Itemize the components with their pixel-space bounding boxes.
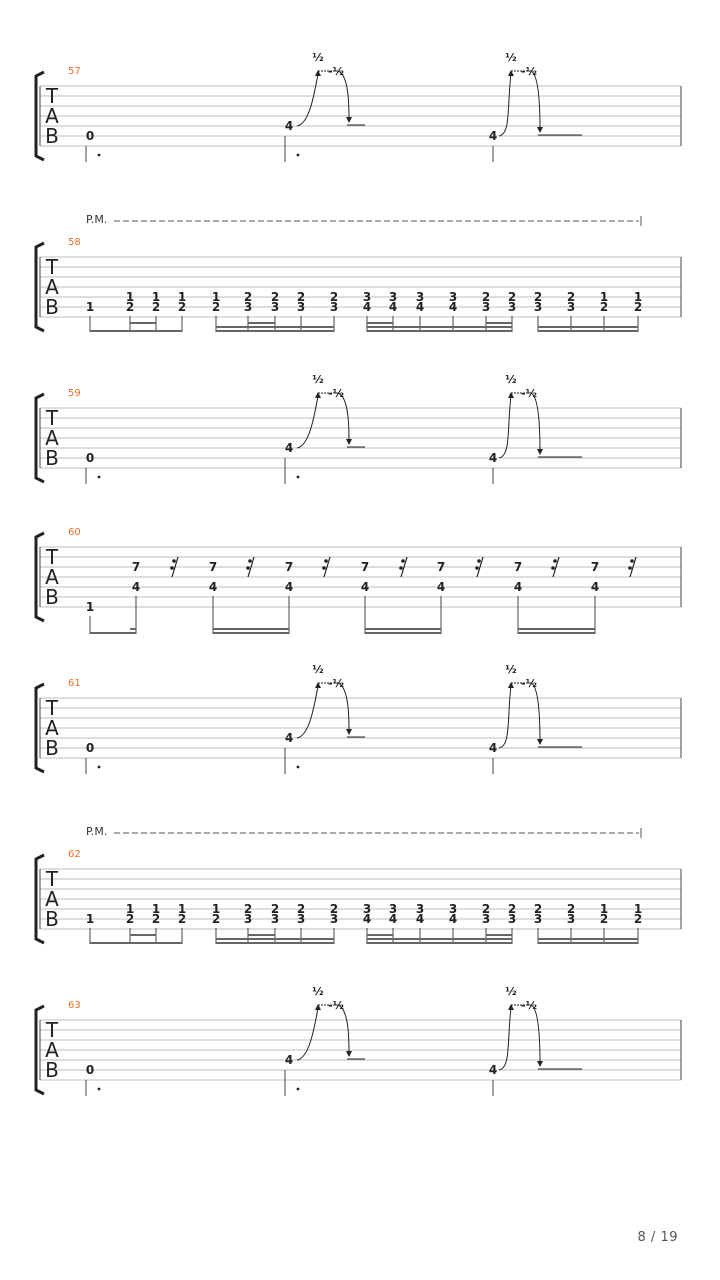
fret-number: 4 <box>590 580 600 594</box>
fret-number: 2 <box>177 300 187 314</box>
bend-curve <box>499 74 511 136</box>
rest-dot <box>475 566 479 570</box>
fret-number: 1 <box>151 902 161 916</box>
fret-number: 1 <box>85 300 95 314</box>
fret-number: 4 <box>284 119 294 133</box>
fret-number: 3 <box>448 290 458 304</box>
rest-dot <box>401 559 405 563</box>
fret-number: 0 <box>85 451 95 465</box>
tab-clef-t: T <box>45 406 59 430</box>
bend-amount-label: ½ <box>505 985 517 998</box>
fret-number: 4 <box>488 741 498 755</box>
fret-number: 4 <box>448 912 458 926</box>
beam <box>216 938 334 940</box>
page-number: 8 / 19 <box>637 1230 678 1245</box>
fret-number: 3 <box>388 902 398 916</box>
bend-curve <box>297 74 318 126</box>
beam <box>518 632 595 634</box>
beam <box>213 632 289 634</box>
fret-number: 4 <box>388 912 398 926</box>
fret-number: 0 <box>85 1063 95 1077</box>
beam <box>365 632 441 634</box>
fret-number: 7 <box>131 560 141 574</box>
beam <box>130 934 156 936</box>
measure-number: 59 <box>68 388 81 399</box>
fret-number: 2 <box>507 902 517 916</box>
tab-clef-a: A <box>45 426 59 450</box>
fret-number: 4 <box>208 580 218 594</box>
bend-curve <box>499 1008 511 1070</box>
release-amount-label: -½ <box>328 65 344 78</box>
fret-number: 4 <box>362 300 372 314</box>
fret-number: 2 <box>243 902 253 916</box>
beam <box>518 628 595 630</box>
beam <box>486 322 512 324</box>
fret-number: 3 <box>533 912 543 926</box>
bend-curve <box>499 686 511 748</box>
palm-mute-label: P.M. <box>86 825 108 838</box>
beam <box>367 938 512 940</box>
fret-number: 3 <box>329 912 339 926</box>
fret-number: 2 <box>270 902 280 916</box>
fret-number: 3 <box>388 290 398 304</box>
release-amount-label: -½ <box>328 999 344 1012</box>
fret-number: 2 <box>151 912 161 926</box>
beam <box>130 322 156 324</box>
fret-number: 2 <box>177 912 187 926</box>
beam <box>367 942 512 944</box>
tab-system-62 <box>36 825 681 944</box>
fret-number: 2 <box>481 290 491 304</box>
tab-system-63 <box>36 985 681 1096</box>
fret-number: 3 <box>507 912 517 926</box>
fret-number: 1 <box>177 290 187 304</box>
beam <box>130 330 182 332</box>
dot <box>98 154 101 157</box>
fret-number: 2 <box>211 300 221 314</box>
bend-amount-label: ½ <box>505 663 517 676</box>
fret-number: 7 <box>590 560 600 574</box>
beam <box>486 934 512 936</box>
fret-number: 3 <box>270 912 280 926</box>
fret-number: 2 <box>243 290 253 304</box>
release-arrowhead <box>346 439 352 445</box>
tab-clef-t: T <box>45 84 59 108</box>
tab-clef-a: A <box>45 565 59 589</box>
tab-system-60 <box>36 527 681 634</box>
tab-clef-b: B <box>45 446 59 470</box>
palm-mute-label: P.M. <box>86 213 108 226</box>
fret-number: 3 <box>270 300 280 314</box>
tab-system-58 <box>36 213 681 332</box>
rest-dot <box>246 566 250 570</box>
fret-number: 7 <box>208 560 218 574</box>
fret-number: 2 <box>211 912 221 926</box>
fret-number: 4 <box>284 580 294 594</box>
fret-number: 2 <box>599 912 609 926</box>
fret-number: 3 <box>243 300 253 314</box>
fret-number: 1 <box>599 902 609 916</box>
rest-dot <box>172 559 176 563</box>
beam <box>90 942 130 944</box>
fret-number: 2 <box>125 912 135 926</box>
tab-clef-b: B <box>45 585 59 609</box>
fret-number: 2 <box>566 902 576 916</box>
rest-dot <box>628 566 632 570</box>
fret-number: 4 <box>488 129 498 143</box>
release-amount-label: -½ <box>521 387 537 400</box>
beam <box>367 322 393 324</box>
fret-number: 1 <box>125 902 135 916</box>
bend-amount-label: ½ <box>312 663 324 676</box>
measure-number: 58 <box>68 237 81 248</box>
fret-number: 2 <box>566 290 576 304</box>
fret-number: 3 <box>362 290 372 304</box>
fret-number: 1 <box>633 290 643 304</box>
tab-system-59 <box>36 373 681 484</box>
beam <box>367 330 512 332</box>
fret-number: 2 <box>633 912 643 926</box>
fret-number: 4 <box>448 300 458 314</box>
dot <box>297 476 300 479</box>
tab-system-57 <box>36 51 681 162</box>
fret-number: 3 <box>533 300 543 314</box>
beam <box>90 632 136 634</box>
dot <box>98 476 101 479</box>
fret-number: 1 <box>599 290 609 304</box>
rest-dot <box>248 559 252 563</box>
fret-number: 4 <box>362 912 372 926</box>
release-arrowhead <box>537 449 543 455</box>
tab-clef-b: B <box>45 295 59 319</box>
fret-number: 7 <box>513 560 523 574</box>
rest-dot <box>322 566 326 570</box>
fret-number: 4 <box>488 451 498 465</box>
release-arrowhead <box>346 1051 352 1057</box>
fret-number: 1 <box>85 912 95 926</box>
fret-number: 1 <box>211 290 221 304</box>
bend-curve <box>499 396 511 458</box>
tab-clef-b: B <box>45 736 59 760</box>
fret-number: 1 <box>85 600 95 614</box>
bend-amount-label: ½ <box>312 51 324 64</box>
bend-amount-label: ½ <box>312 373 324 386</box>
fret-number: 4 <box>436 580 446 594</box>
fret-number: 2 <box>329 902 339 916</box>
tab-clef-b: B <box>45 907 59 931</box>
beam <box>213 628 289 630</box>
fret-number: 3 <box>296 912 306 926</box>
tab-clef-b: B <box>45 1058 59 1082</box>
fret-number: 2 <box>507 290 517 304</box>
fret-number: 3 <box>296 300 306 314</box>
fret-number: 7 <box>284 560 294 574</box>
fret-number: 3 <box>362 902 372 916</box>
fret-number: 1 <box>177 902 187 916</box>
tab-clef-t: T <box>45 1018 59 1042</box>
dot <box>297 766 300 769</box>
bend-amount-label: ½ <box>312 985 324 998</box>
rest-dot <box>551 566 555 570</box>
fret-number: 4 <box>360 580 370 594</box>
fret-number: 2 <box>151 300 161 314</box>
fret-number: 3 <box>507 300 517 314</box>
release-arrowhead <box>537 739 543 745</box>
rest-dot <box>399 566 403 570</box>
measure-number: 63 <box>68 1000 81 1011</box>
beam <box>216 942 334 944</box>
fret-number: 1 <box>151 290 161 304</box>
fret-number: 3 <box>415 290 425 304</box>
beam <box>538 330 638 332</box>
fret-number: 2 <box>599 300 609 314</box>
release-arrowhead <box>537 1061 543 1067</box>
release-amount-label: -½ <box>328 387 344 400</box>
release-amount-label: -½ <box>328 677 344 690</box>
fret-number: 2 <box>296 290 306 304</box>
fret-number: 4 <box>513 580 523 594</box>
fret-number: 3 <box>566 300 576 314</box>
fret-number: 4 <box>284 731 294 745</box>
dot <box>297 1088 300 1091</box>
fret-number: 2 <box>270 290 280 304</box>
tab-clef-t: T <box>45 255 59 279</box>
tab-clef-a: A <box>45 887 59 911</box>
measure-number: 57 <box>68 66 81 77</box>
measure-number: 60 <box>68 527 81 538</box>
release-curve <box>531 71 540 130</box>
release-arrowhead <box>346 117 352 123</box>
tab-clef-a: A <box>45 104 59 128</box>
rest-dot <box>170 566 174 570</box>
fret-number: 2 <box>633 300 643 314</box>
beam <box>538 942 638 944</box>
fret-number: 2 <box>296 902 306 916</box>
fret-number: 3 <box>481 300 491 314</box>
release-amount-label: -½ <box>521 65 537 78</box>
tab-clef-a: A <box>45 275 59 299</box>
release-curve <box>531 683 540 742</box>
beam <box>248 322 275 324</box>
rest-dot <box>553 559 557 563</box>
fret-number: 1 <box>125 290 135 304</box>
fret-number: 2 <box>329 290 339 304</box>
beam <box>538 326 638 328</box>
release-arrowhead <box>346 729 352 735</box>
beam <box>365 628 441 630</box>
dot <box>98 1088 101 1091</box>
beam <box>130 628 136 630</box>
rest-dot <box>324 559 328 563</box>
tab-clef-t: T <box>45 696 59 720</box>
tab-clef-t: T <box>45 867 59 891</box>
fret-number: 1 <box>633 902 643 916</box>
beam <box>367 326 512 328</box>
fret-number: 2 <box>481 902 491 916</box>
fret-number: 2 <box>125 300 135 314</box>
tab-clef-a: A <box>45 1038 59 1062</box>
dot <box>297 154 300 157</box>
fret-number: 4 <box>415 300 425 314</box>
release-curve <box>531 1005 540 1064</box>
fret-number: 4 <box>388 300 398 314</box>
fret-number: 2 <box>533 902 543 916</box>
fret-number: 2 <box>533 290 543 304</box>
measure-number: 62 <box>68 849 81 860</box>
measure-number: 61 <box>68 678 81 689</box>
fret-number: 7 <box>360 560 370 574</box>
bend-curve <box>297 686 318 738</box>
fret-number: 4 <box>488 1063 498 1077</box>
fret-number: 3 <box>566 912 576 926</box>
beam <box>216 326 334 328</box>
tab-clef-t: T <box>45 545 59 569</box>
fret-number: 4 <box>284 1053 294 1067</box>
fret-number: 4 <box>415 912 425 926</box>
beam <box>367 934 393 936</box>
fret-number: 0 <box>85 741 95 755</box>
release-arrowhead <box>537 127 543 133</box>
fret-number: 7 <box>436 560 446 574</box>
bend-amount-label: ½ <box>505 51 517 64</box>
tab-clef-b: B <box>45 124 59 148</box>
bend-curve <box>297 396 318 448</box>
release-amount-label: -½ <box>521 677 537 690</box>
dot <box>98 766 101 769</box>
bend-amount-label: ½ <box>505 373 517 386</box>
release-amount-label: -½ <box>521 999 537 1012</box>
beam <box>248 934 275 936</box>
tab-system-61 <box>36 663 681 774</box>
fret-number: 3 <box>448 902 458 916</box>
fret-number: 4 <box>131 580 141 594</box>
beam <box>130 942 182 944</box>
fret-number: 3 <box>329 300 339 314</box>
beam <box>90 330 130 332</box>
fret-number: 0 <box>85 129 95 143</box>
release-curve <box>531 393 540 452</box>
beam <box>538 938 638 940</box>
rest-dot <box>477 559 481 563</box>
tab-clef-a: A <box>45 716 59 740</box>
fret-number: 3 <box>243 912 253 926</box>
beam <box>216 330 334 332</box>
bend-curve <box>297 1008 318 1060</box>
fret-number: 4 <box>284 441 294 455</box>
fret-number: 3 <box>415 902 425 916</box>
fret-number: 1 <box>211 902 221 916</box>
fret-number: 3 <box>481 912 491 926</box>
rest-dot <box>630 559 634 563</box>
